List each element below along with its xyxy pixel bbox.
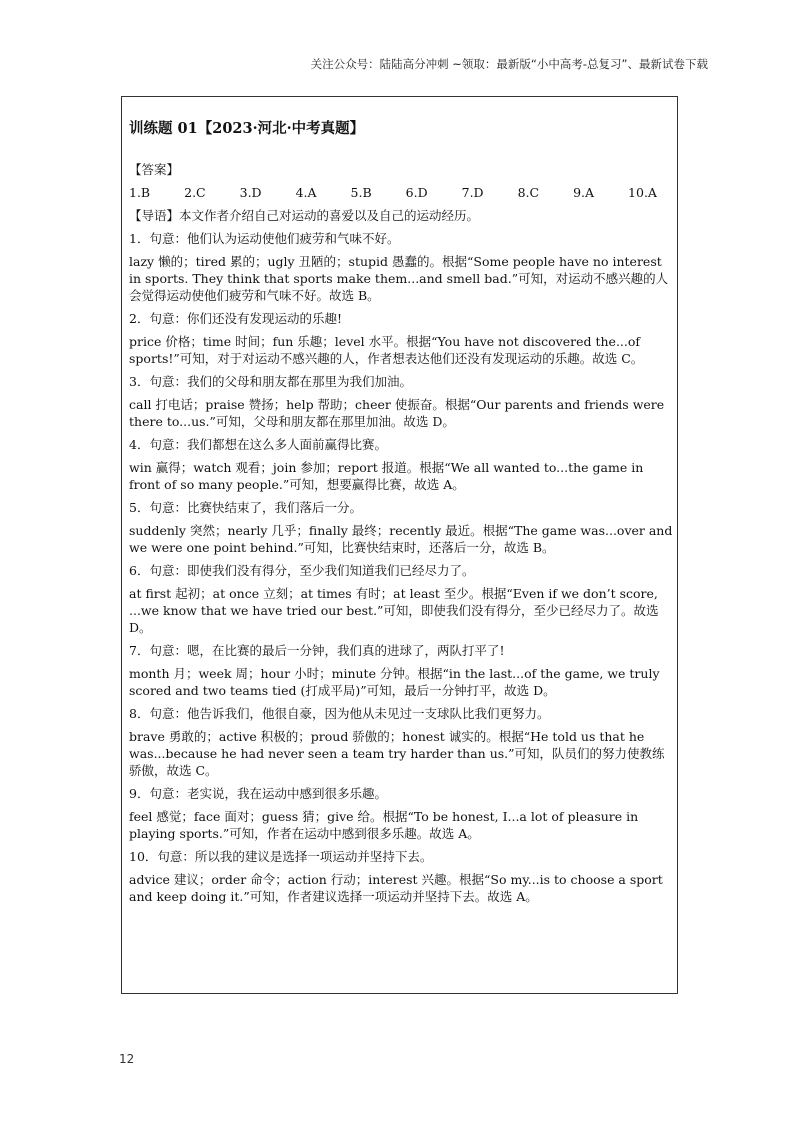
answer-item: 7.D — [461, 185, 484, 200]
answer-item: 4.A — [295, 185, 317, 200]
answer-item: 10.A — [628, 185, 657, 200]
exercise-title: 训练题 01【2023·河北·中考真题】 — [129, 120, 365, 137]
answer-item: 6.D — [405, 185, 428, 200]
answer-item: 8.C — [517, 185, 540, 200]
answer-item: 9.A — [573, 185, 595, 200]
answer-item: 1.B — [129, 185, 151, 200]
question-meaning: 6．句意：即使我们没有得分，至少我们知道我们已经尽力了。 — [129, 563, 475, 578]
question-explanation: month 月；week 周；hour 小时；minute 分钟。根据“in the last...of the game, we truly scored and two teams tied (打成平局)”可知，最后一分钟打平，故选 D。 — [129, 666, 660, 698]
question-explanation: suddenly 突然；nearly 几乎；finally 最终；recently 最近。根据“The game was...over and we were one point behind.”可知，比赛快结束时，还落后一分，故选 B。 — [129, 523, 673, 555]
page-header: 关注公众号：陆陆高分冲刺 ~领取：最新版“小中高考-总复习”、最新试卷下载 — [310, 57, 708, 71]
page-number: 12 — [119, 1052, 135, 1066]
exercise-content — [129, 120, 674, 911]
question-explanation: advice 建议；order 命令；action 行动；interest 兴趣。根据“So my...is to choose a sport and keep doing it.”可知，作者建议选择一项运动并坚持下去。故选 A。 — [129, 872, 663, 904]
question-explanation: at first 起初；at once 立刻；at times 有时；at least 至少。根据“Even if we don’t score, ...we know that we have tried our best.”可知，即使我们没有得分，至少已经尽力了。故选 D。 — [129, 586, 659, 635]
question-meaning: 1．句意：他们认为运动使他们疲劳和气味不好。 — [129, 231, 400, 246]
answer-item: 2.C — [184, 185, 206, 200]
answer-item: 5.B — [350, 185, 372, 200]
question-meaning: 5．句意：比赛快结束了，我们落后一分。 — [129, 500, 362, 515]
question-meaning: 2．句意：你们还没有发现运动的乐趣! — [129, 311, 342, 326]
answer-label: 【答案】 — [129, 162, 180, 177]
question-meaning: 10．句意：所以我的建议是选择一项运动并坚持下去。 — [129, 849, 433, 864]
question-explanation: price 价格；time 时间；fun 乐趣；level 水平。根据“You have not discovered the...of sports!”可知，对于对运动不感兴趣的人，作者想表达他们还没有发现运动的乐趣。故选 C。 — [129, 334, 644, 366]
question-meaning: 8．句意：他告诉我们，他很自豪，因为他从未见过一支球队比我们更努力。 — [129, 706, 550, 721]
question-explanation: feel 感觉；face 面对；guess 猜；give 给。根据“To be honest, I...a lot of pleasure in playing sports.”可知，作者在运动中感到很多乐趣。故选 A。 — [129, 809, 639, 841]
question-explanation: lazy 懒的；tired 累的；ugly 丑陋的；stupid 愚蠢的。根据“Some people have no interest in sports. They think that sports make them...and smell bad.”可知，对运动不感兴趣的人会觉得运动使他们疲劳和气味不好。故选 B。 — [129, 254, 669, 303]
question-meaning: 4．句意：我们都想在这么多人面前赢得比赛。 — [129, 437, 387, 452]
answer-list — [129, 184, 657, 201]
question-explanation: win 赢得；watch 观看；join 参加；report 报道。根据“We all wanted to...the game in front of so many people.”可知，想要赢得比赛，故选 A。 — [129, 460, 644, 492]
answer-item: 3.D — [239, 185, 262, 200]
question-meaning: 9．句意：老实说，我在运动中感到很多乐趣。 — [129, 786, 387, 801]
guide-text: 【导语】本文作者介绍自己对运动的喜爱以及自己的运动经历。 — [129, 208, 480, 223]
question-meaning: 7．句意：嗯，在比赛的最后一分钟，我们真的进球了，两队打平了! — [129, 643, 505, 658]
question-explanation: brave 勇敢的；active 积极的；proud 骄傲的；honest 诚实的。根据“He told us that he was...because he had never seen a team try harder than us.”可知，队员们的努力使教练骄傲，故选 C。 — [129, 729, 665, 778]
question-explanation: call 打电话；praise 赞扬；help 帮助；cheer 使振奋。根据“Our parents and friends were there to...us.”可知，父母和朋友都在那里加油。故选 D。 — [129, 397, 665, 429]
question-meaning: 3．句意：我们的父母和朋友都在那里为我们加油。 — [129, 374, 412, 389]
